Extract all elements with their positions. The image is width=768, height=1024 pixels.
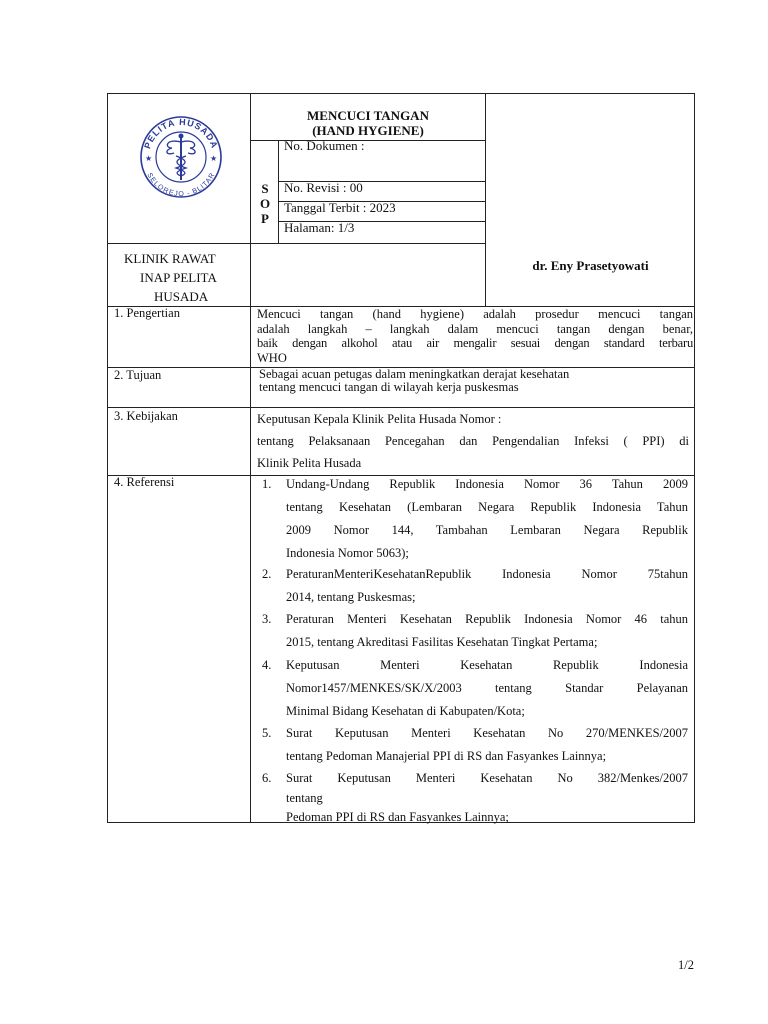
- label-pengertian: 1. Pengertian: [114, 306, 180, 320]
- svg-text:★: ★: [145, 154, 153, 163]
- title-line2: (HAND HYGIENE): [312, 123, 424, 138]
- clinic-name: KLINIK RAWAT INAP PELITA HUSADA: [124, 251, 217, 304]
- label-kebijakan: 3. Kebijakan: [114, 409, 178, 423]
- label-referensi: 4. Referensi: [114, 475, 175, 489]
- divider: [250, 93, 251, 823]
- title-line1: MENCUCI TANGAN: [307, 108, 429, 123]
- reference-item: 3. Peraturan Menteri Kesehatan Republik Indonesia Nomor 46 tahun 2015, tentang Akreditasi Fasilitas Kesehatan Tingkat Pertama;: [262, 612, 688, 649]
- caduceus-icon: [136, 112, 226, 202]
- signatory-name: dr. Eny Prasetyowati: [532, 258, 649, 273]
- no-revisi: No. Revisi : 00: [284, 180, 363, 195]
- clinic-logo: [136, 112, 226, 202]
- reference-item: 2. PeraturanMenteriKesehatanRepublik Indonesia Nomor 75tahun 2014, tentang Puskesmas;: [262, 567, 688, 604]
- sop-label: S O P: [259, 181, 271, 226]
- no-dokumen: No. Dokumen :: [284, 138, 365, 153]
- reference-item: 6. Surat Keputusan Menteri Kesehatan No 382/Menkes/2007 tentang Pedoman PPI di RS dan Fasyankes Lainnya;: [262, 771, 688, 824]
- label-tujuan: 2. Tujuan: [114, 368, 162, 382]
- tujuan-text: Sebagai acuan petugas dalam meningkatkan derajat kesehatan tentang mencuci tangan di wilayah kerja puskesmas: [259, 367, 570, 394]
- document-title: [250, 108, 486, 138]
- tanggal-terbit: Tanggal Terbit : 2023: [284, 200, 396, 215]
- logo-bottom-text: SELOREJO - BLITAR: [145, 171, 217, 199]
- logo-top-text: PELITA HUSADA: [142, 116, 220, 151]
- divider: [107, 243, 486, 244]
- reference-item: 1. Undang-Undang Republik Indonesia Nomor 36 Tahun 2009 tentang Kesehatan (Lembaran Negara Republik Indonesia Tahun 2009 Nomor 144, Tambahan Lembaran Negara Republik Indonesia Nomor 5063);: [262, 477, 688, 560]
- svg-text:★: ★: [210, 154, 218, 163]
- reference-item: 4. Keputusan Menteri Kesehatan Republik Indonesia Nomor1457/MENKES/SK/X/2003 tentang Standar Pelayanan Minimal Bidang Kesehatan di Kabupaten/Kota;: [262, 658, 688, 718]
- pengertian-text: Mencuci tangan (hand hygiene) adalah prosedur mencuci tangan adalah langkah – langkah dalam mencuci tangan dengan benar, baik dengan alkohol atau air mengalir sesuai dengan standard terbaru WHO: [257, 307, 693, 365]
- reference-item: 5. Surat Keputusan Menteri Kesehatan No 270/MENKES/2007 tentang Pedoman Manajerial PPI di RS dan Fasyankes Lainnya;: [262, 726, 688, 763]
- kebijakan-text: Keputusan Kepala Klinik Pelita Husada Nomor : tentang Pelaksanaan Pencegahan dan Pengendalian Infeksi ( PPI) di Klinik Pelita Husada: [257, 412, 689, 470]
- divider: [278, 140, 279, 243]
- halaman: Halaman: 1/3: [284, 220, 355, 235]
- page-number: 1/2: [678, 958, 694, 972]
